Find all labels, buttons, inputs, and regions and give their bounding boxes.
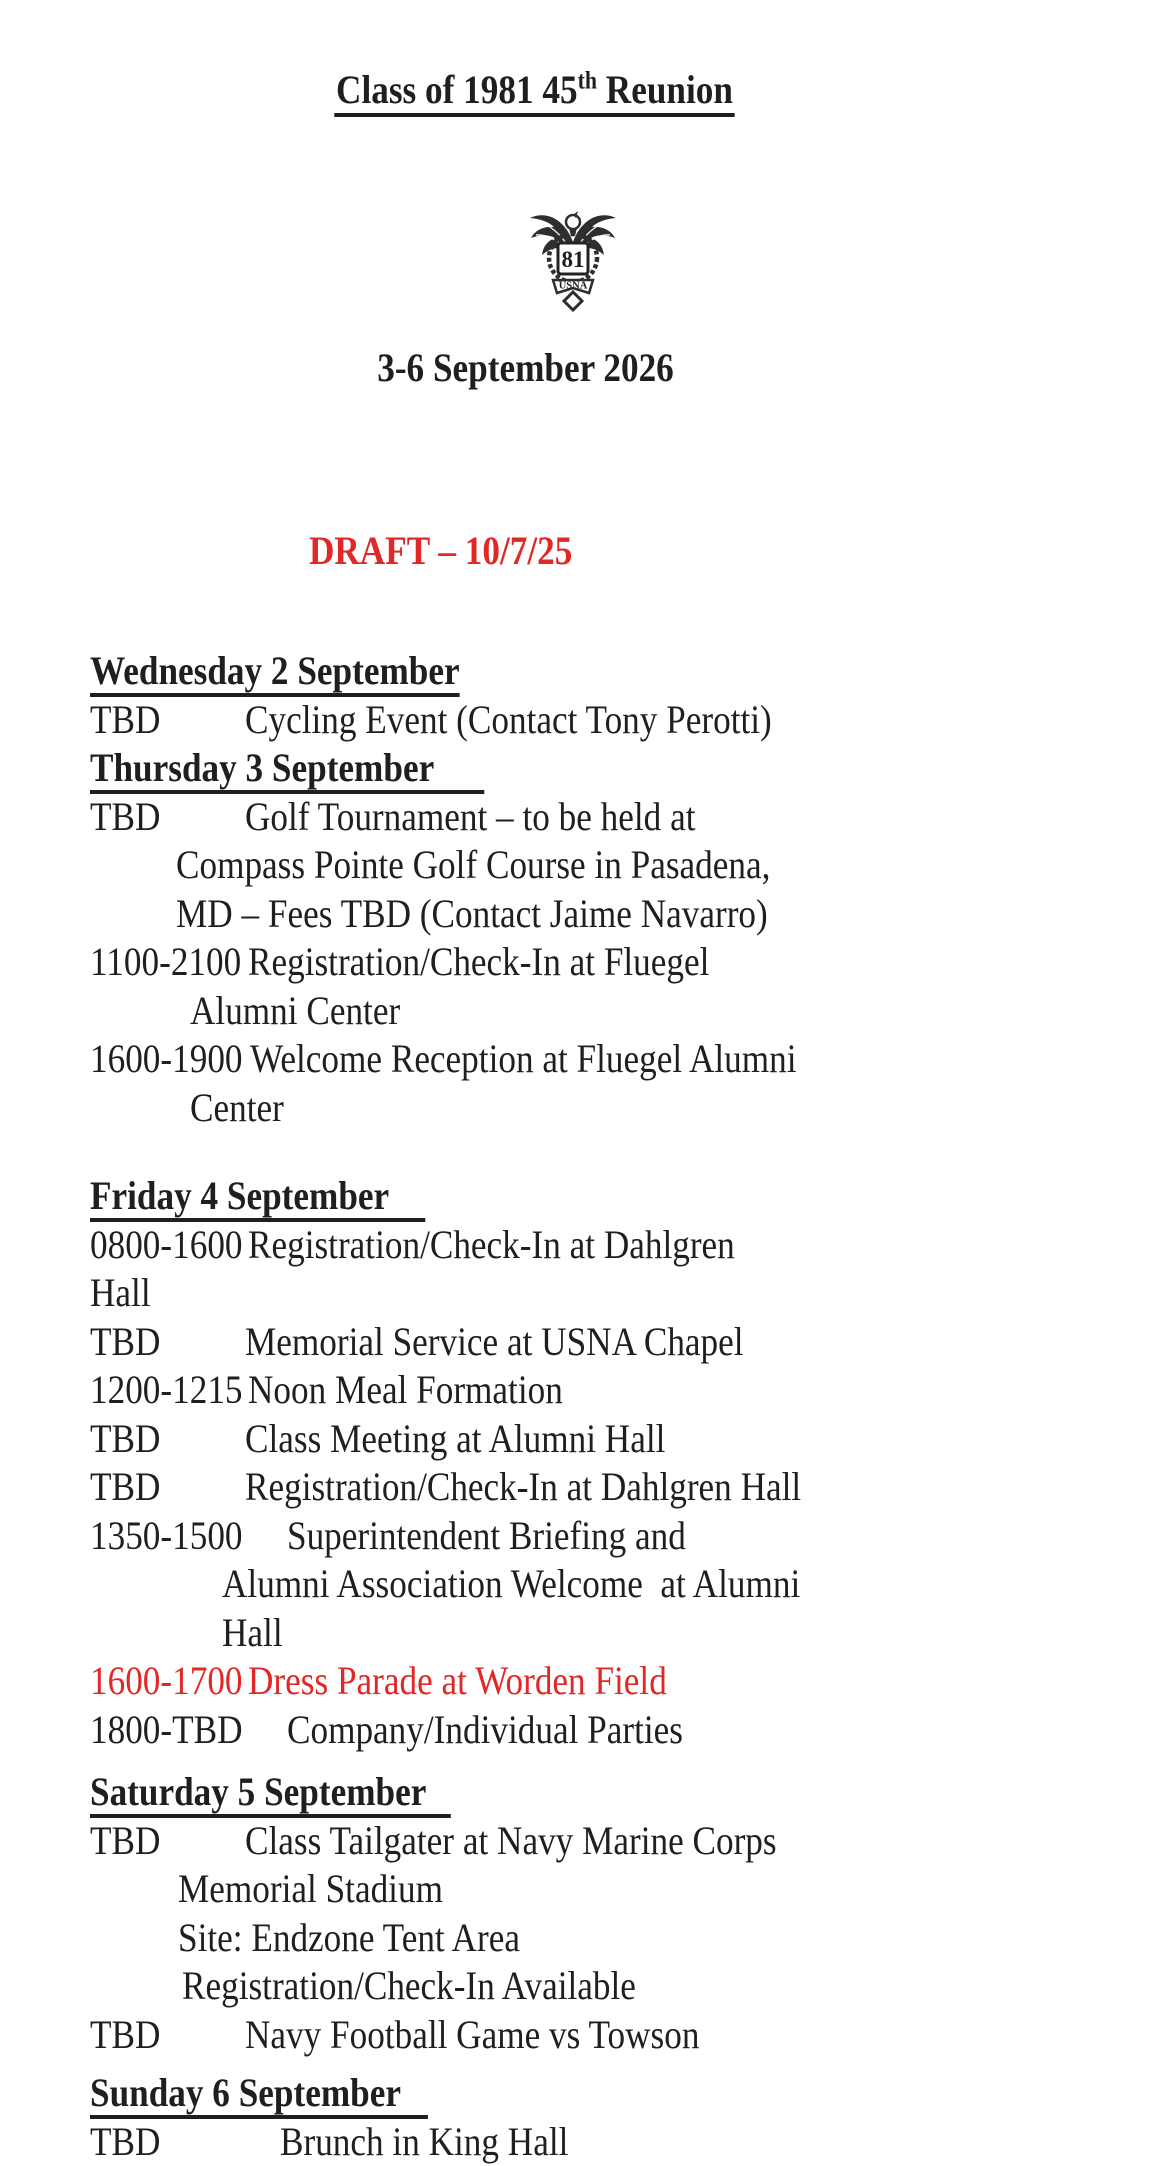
schedule-row (0, 1706, 1170, 1755)
event-description: Memorial Stadium (178, 1865, 443, 1914)
event-description: Brunch in King Hall (280, 2118, 568, 2166)
event-description: Registration/Check-In at Dahlgren (248, 1221, 735, 1270)
event-description: Golf Tournament – to be held at (245, 793, 695, 842)
event-time: 1100-2100 (90, 938, 241, 987)
schedule-row (0, 938, 1170, 987)
event-description: Memorial Service at USNA Chapel (245, 1318, 744, 1367)
event-time: 1800-TBD (90, 1706, 243, 1755)
event-time: TBD (90, 696, 160, 745)
schedule-day-heading (0, 744, 1170, 793)
schedule-continuation-line (0, 1560, 1170, 1609)
schedule-continuation-line (0, 1269, 1170, 1318)
event-description: MD – Fees TBD (Contact Jaime Navarro) (176, 890, 768, 939)
event-time: 1350-1500 (90, 1512, 243, 1561)
schedule-day-heading (0, 1172, 1170, 1221)
crest-banner-text: USNA (559, 281, 588, 292)
event-description: Alumni Association Welcome at Alumni (222, 1560, 800, 1609)
title-end: Reunion (597, 67, 733, 112)
heading-underline-extension (401, 2096, 428, 2106)
day-heading-text: Sunday 6 September (90, 2070, 401, 2115)
schedule-row (0, 793, 1170, 842)
heading-underline-extension (426, 1795, 451, 1805)
schedule-row (0, 2118, 1170, 2166)
event-description: Noon Meal Formation (248, 1366, 563, 1415)
day-heading-text: Wednesday 2 September (90, 648, 460, 693)
event-time: TBD (90, 2118, 160, 2166)
schedule-row (0, 2011, 1170, 2060)
event-time: TBD (90, 1817, 160, 1866)
schedule-continuation-line (0, 1084, 1170, 1133)
event-time: 0800-1600 (90, 1221, 243, 1270)
event-description: Superintendent Briefing and (287, 1512, 686, 1561)
page-title-text (335, 68, 735, 117)
event-description: Registration/Check-In at Dahlgren Hall (245, 1463, 801, 1512)
day-heading-text: Saturday 5 September (90, 1769, 426, 1814)
event-description: Hall (222, 1609, 283, 1658)
draft-notice (0, 477, 1006, 624)
schedule-continuation-line (0, 987, 1170, 1036)
schedule-continuation-line (0, 1914, 1170, 1963)
day-heading-text: Thursday 3 September (90, 745, 434, 790)
schedule-row (0, 1366, 1170, 1415)
schedule-row (0, 1035, 1170, 1084)
event-description: Alumni Center (190, 987, 400, 1036)
schedule-day-heading (0, 2069, 1170, 2118)
draft-notice-text: DRAFT – 10/7/25 (309, 526, 572, 575)
schedule-continuation-line (0, 1609, 1170, 1658)
schedule-day-heading (0, 1768, 1170, 1817)
title-main: Class of 1981 45 (337, 67, 579, 112)
schedule-row (0, 1657, 1170, 1706)
schedule-continuation-line (0, 1962, 1170, 2011)
heading-underline-extension (389, 1199, 425, 1209)
schedule-day-heading (0, 647, 1170, 696)
event-description: Welcome Reception at Fluegel Alumni (250, 1035, 797, 1084)
title-ordinal-suffix: th (578, 68, 597, 95)
event-description: Navy Football Game vs Towson (245, 2011, 699, 2060)
event-time: TBD (90, 1415, 160, 1464)
event-description: Dress Parade at Worden Field (248, 1657, 667, 1706)
event-description: Compass Pointe Golf Course in Pasadena, (176, 841, 770, 890)
class-crest-logo (0, 186, 1150, 294)
schedule-row (0, 1415, 1170, 1464)
page-title (0, 24, 1100, 161)
event-time: TBD (90, 2011, 160, 2060)
event-description: Hall (90, 1269, 151, 1318)
schedule-row (0, 1318, 1170, 1367)
day-heading-text: Friday 4 September (90, 1173, 389, 1218)
schedule-row (0, 1512, 1170, 1561)
event-time: TBD (90, 1318, 160, 1367)
event-description: Cycling Event (Contact Tony Perotti) (245, 696, 772, 745)
event-date-range-text: 3-6 September 2026 (377, 343, 674, 392)
event-time: 1600-1900 (90, 1035, 243, 1084)
schedule-row (0, 1221, 1170, 1270)
heading-underline-extension (434, 771, 484, 781)
event-description: Site: Endzone Tent Area (178, 1914, 520, 1963)
event-description: Registration/Check-In Available (182, 1962, 636, 2011)
schedule-row (0, 1463, 1170, 1512)
schedule-row (0, 1817, 1170, 1866)
event-date-range (0, 294, 1090, 441)
schedule-continuation-line (0, 841, 1170, 890)
event-description: Center (190, 1084, 284, 1133)
schedule-row (0, 696, 1170, 745)
crest-class-number: 81 (562, 247, 585, 272)
event-time: 1200-1215 (90, 1366, 243, 1415)
schedule-continuation-line (0, 1865, 1170, 1914)
event-time: 1600-1700 (90, 1657, 243, 1706)
event-description: Class Tailgater at Navy Marine Corps (245, 1817, 777, 1866)
event-description: Registration/Check-In at Fluegel (248, 938, 709, 987)
schedule-list (0, 647, 1170, 2166)
event-description: Company/Individual Parties (287, 1706, 683, 1755)
event-time: TBD (90, 1463, 160, 1512)
event-time: TBD (90, 793, 160, 842)
event-description: Class Meeting at Alumni Hall (245, 1415, 665, 1464)
schedule-continuation-line (0, 890, 1170, 939)
